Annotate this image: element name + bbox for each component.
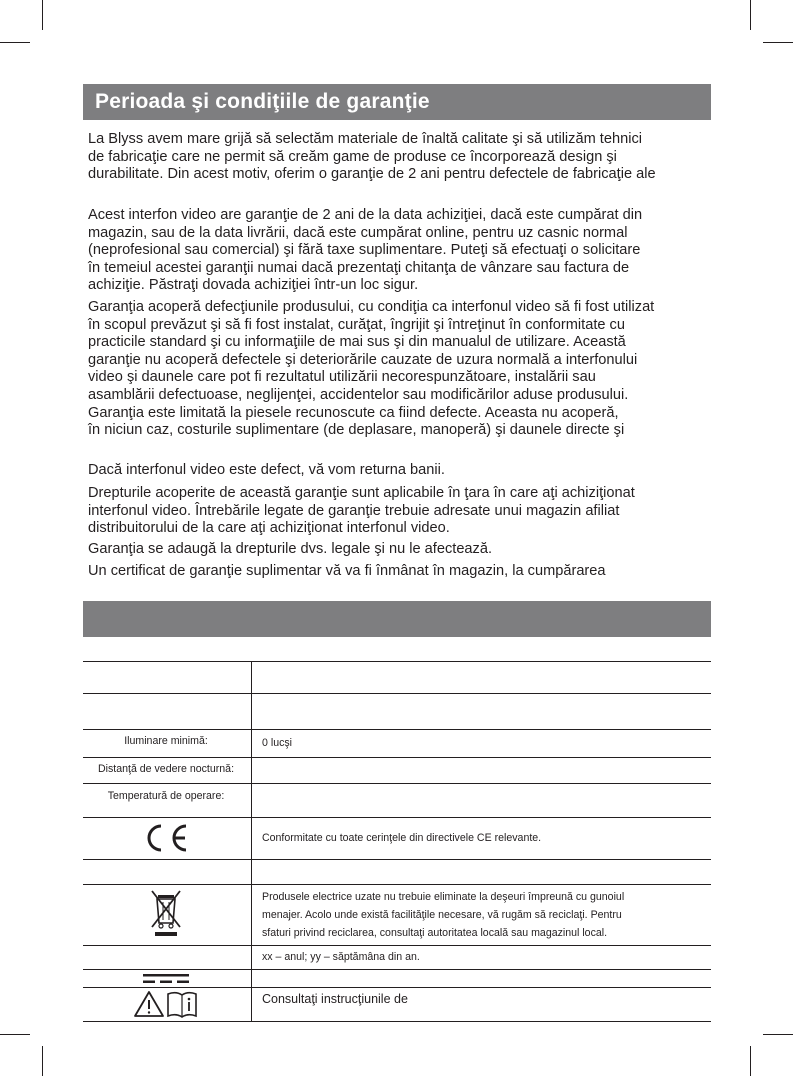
warranty-text-block-5 <box>88 485 728 538</box>
crop-mark <box>0 1034 30 1035</box>
row-icon-cell <box>83 990 249 1019</box>
warranty-text-block-1 <box>88 131 728 184</box>
section-title: Perioada şi condiţiile de garanţie <box>95 90 430 113</box>
date-code-text: xx – anul; yy – săptămâna din an. <box>262 951 420 963</box>
crop-mark <box>42 0 43 30</box>
text-line: în scopul prevăzut şi să fi fost instalat, curăţat, îngrijit şi întreţinut în conformitate cu <box>88 316 625 333</box>
weee-disposal-text <box>262 888 624 942</box>
table-row <box>83 693 711 729</box>
text-line: Dacă interfonul video este defect, vă vom returna banii. <box>88 462 445 478</box>
text-line: interfonul video. Întrebările legate de garanţie trebuie adresate unui magazin afiliat <box>88 502 620 519</box>
text-line: La Blyss avem mare grijă să selectăm materiale de înaltă calitate şi să utilizăm tehnici <box>88 131 642 147</box>
text-line: Drepturile acoperite de această garanţie sunt aplicabile în ţara în care aţi achiziţionat <box>88 485 635 501</box>
text-line: menajer. Acolo unde există facilităţile necesare, vă rugăm să reciclaţi. Pentru <box>262 909 622 921</box>
row-icon-cell <box>83 972 249 985</box>
text-line: Garanţia este limitată la piesele recunoscute ca fiind defecte. Aceasta nu acoperă, <box>88 404 619 421</box>
crop-mark <box>750 1046 751 1076</box>
crop-mark <box>750 0 751 30</box>
table-row <box>83 729 711 757</box>
warranty-text-block-4 <box>88 462 728 480</box>
warranty-text-block-7 <box>88 563 728 581</box>
crop-mark <box>42 1046 43 1076</box>
weee-crossed-bin-icon <box>146 887 186 941</box>
warranty-text-block-2 <box>88 207 728 295</box>
crop-mark <box>0 42 30 43</box>
text-line: magazin, sau de la data livrării, dacă este cumpărat online, pentru uz casnic normal <box>88 224 628 241</box>
text-line: achiziţie. Păstraţi dovada achiziţiei într-un loc sigur. <box>88 277 419 294</box>
text-line: Garanţia acoperă defecţiunile produsului, cu condiţia ca interfonul video să fi fost utilizat <box>88 299 655 315</box>
warranty-text-block-6 <box>88 541 728 559</box>
text-line: în niciun caz, costurile suplimentare (de deplasare, manoperă) şi daunele directe şi <box>88 422 625 439</box>
crop-mark <box>763 42 793 43</box>
text-line: garanţie nu acoperă defectele şi deteriorările cauzate de uzura normală a interfonului <box>88 351 638 368</box>
table-row <box>83 757 711 783</box>
crop-mark <box>763 1034 793 1035</box>
table-row <box>83 817 711 859</box>
text-line: durabilitate. Din acest motiv, oferim o garanţie de 2 ani pentru defectele de fabricaţie ale <box>88 166 656 183</box>
text-line: video şi daunele care pot fi rezultatul utilizării necorespunzătoare, instalării sau <box>88 369 596 386</box>
row-label: Iluminare minimă: <box>124 735 208 747</box>
row-label: Distanţă de vedere nocturnă: <box>97 763 235 775</box>
specifications-table <box>83 661 711 1022</box>
text-line: de fabricaţie care ne permit să creăm game de produse ce încorporează design şi <box>88 148 617 165</box>
table-row <box>83 945 711 969</box>
specs-section-banner <box>83 601 711 637</box>
text-line: Un certificat de garanţie suplimentar vă va fi înmânat în magazin, la cumpărarea <box>88 563 606 579</box>
row-icon-cell <box>83 822 249 854</box>
text-line: Acest interfon video are garanţie de 2 ani de la data achiziţiei, dacă este cumpărat din <box>88 207 643 223</box>
row-value: 0 lucşi <box>262 737 293 749</box>
consult-instructions-text: Consultaţi instrucţiunile de <box>262 992 408 1006</box>
table-row <box>83 987 711 1022</box>
text-line: sfaturi privind reciclarea, consultaţi autoritatea locală sau magazinul local. <box>262 927 608 939</box>
row-icon-cell <box>83 887 249 941</box>
text-line: Produsele electrice uzate nu trebuie eliminate la deşeuri împreună cu gunoiul <box>262 891 625 903</box>
table-row <box>83 783 711 817</box>
table-row <box>83 969 711 987</box>
text-line: Garanţia se adaugă la drepturile dvs. legale şi nu le afectează. <box>88 541 493 557</box>
text-line: în temeiul acestei garanţii numai dacă prezentaţi chitanţa de vânzare sau factura de <box>88 259 630 276</box>
warning-read-manual-icon <box>133 990 199 1019</box>
text-line: asamblării defectuoase, neglijenţei, accidentelor sau modificărilor aduse produsului. <box>88 386 629 403</box>
table-row <box>83 884 711 945</box>
ce-mark-icon <box>141 822 191 854</box>
text-line: (neprofesional sau comercial) şi fără taxe suplimentare. Puteţi să efectuaţi o solicitare <box>88 242 641 259</box>
row-label: Temperatură de operare: <box>107 790 225 802</box>
dc-current-icon <box>142 972 190 985</box>
text-line: practicile standard şi cu informaţiile de mai sus şi din manualul de utilizare. Această <box>88 334 626 351</box>
text-line: distribuitorului de la care aţi achiziţionat interfonul video. <box>88 520 450 537</box>
warranty-section-banner <box>83 84 711 120</box>
table-row <box>83 859 711 884</box>
ce-compliance-text: Conformitate cu toate cerinţele din directivele CE relevante. <box>262 832 542 844</box>
warranty-text-block-3 <box>88 299 728 440</box>
table-row <box>83 661 711 693</box>
